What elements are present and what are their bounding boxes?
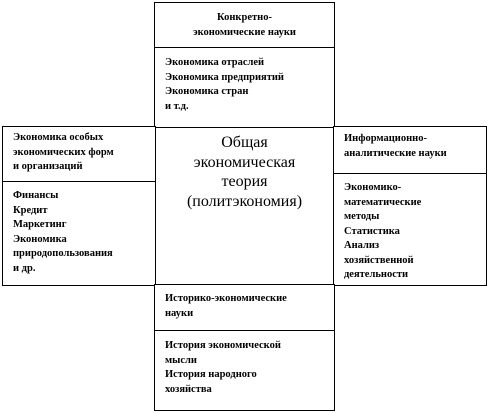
box-special-economic-forms (2, 126, 156, 286)
box-information-analytical-sciences (333, 126, 487, 286)
box-body (3, 189, 155, 276)
items-text: Экономика отраслей Экономика предприятий Экономика стран и т.д. (165, 57, 284, 112)
box-header (3, 127, 155, 182)
general-economic-theory-title: Общая экономическая теория (политэкономия) (186, 134, 303, 210)
items-text: Финансы Кредит Маркетинг Экономика природопользования и др. (13, 190, 113, 274)
box-body (155, 339, 334, 397)
box-historical-economic-sciences (154, 284, 335, 411)
header-text: Конкретно- экономические науки (193, 12, 296, 38)
box-body (334, 181, 486, 283)
box-header (155, 285, 334, 331)
items-text: Экономико- математические методы Статистика Анализ хозяйственной деятельности (344, 182, 422, 280)
box-header (155, 3, 334, 48)
items-text: История экономической мысли История народного хозяйства (165, 340, 281, 395)
header-text: Информационно- аналитические науки (344, 133, 447, 159)
box-body (155, 56, 334, 114)
header-text: Экономика особых экономических форм и организаций (13, 132, 114, 172)
box-header (334, 127, 486, 174)
box-concrete-economic-sciences (154, 2, 335, 128)
header-text: Историко-экономические науки (165, 293, 287, 319)
